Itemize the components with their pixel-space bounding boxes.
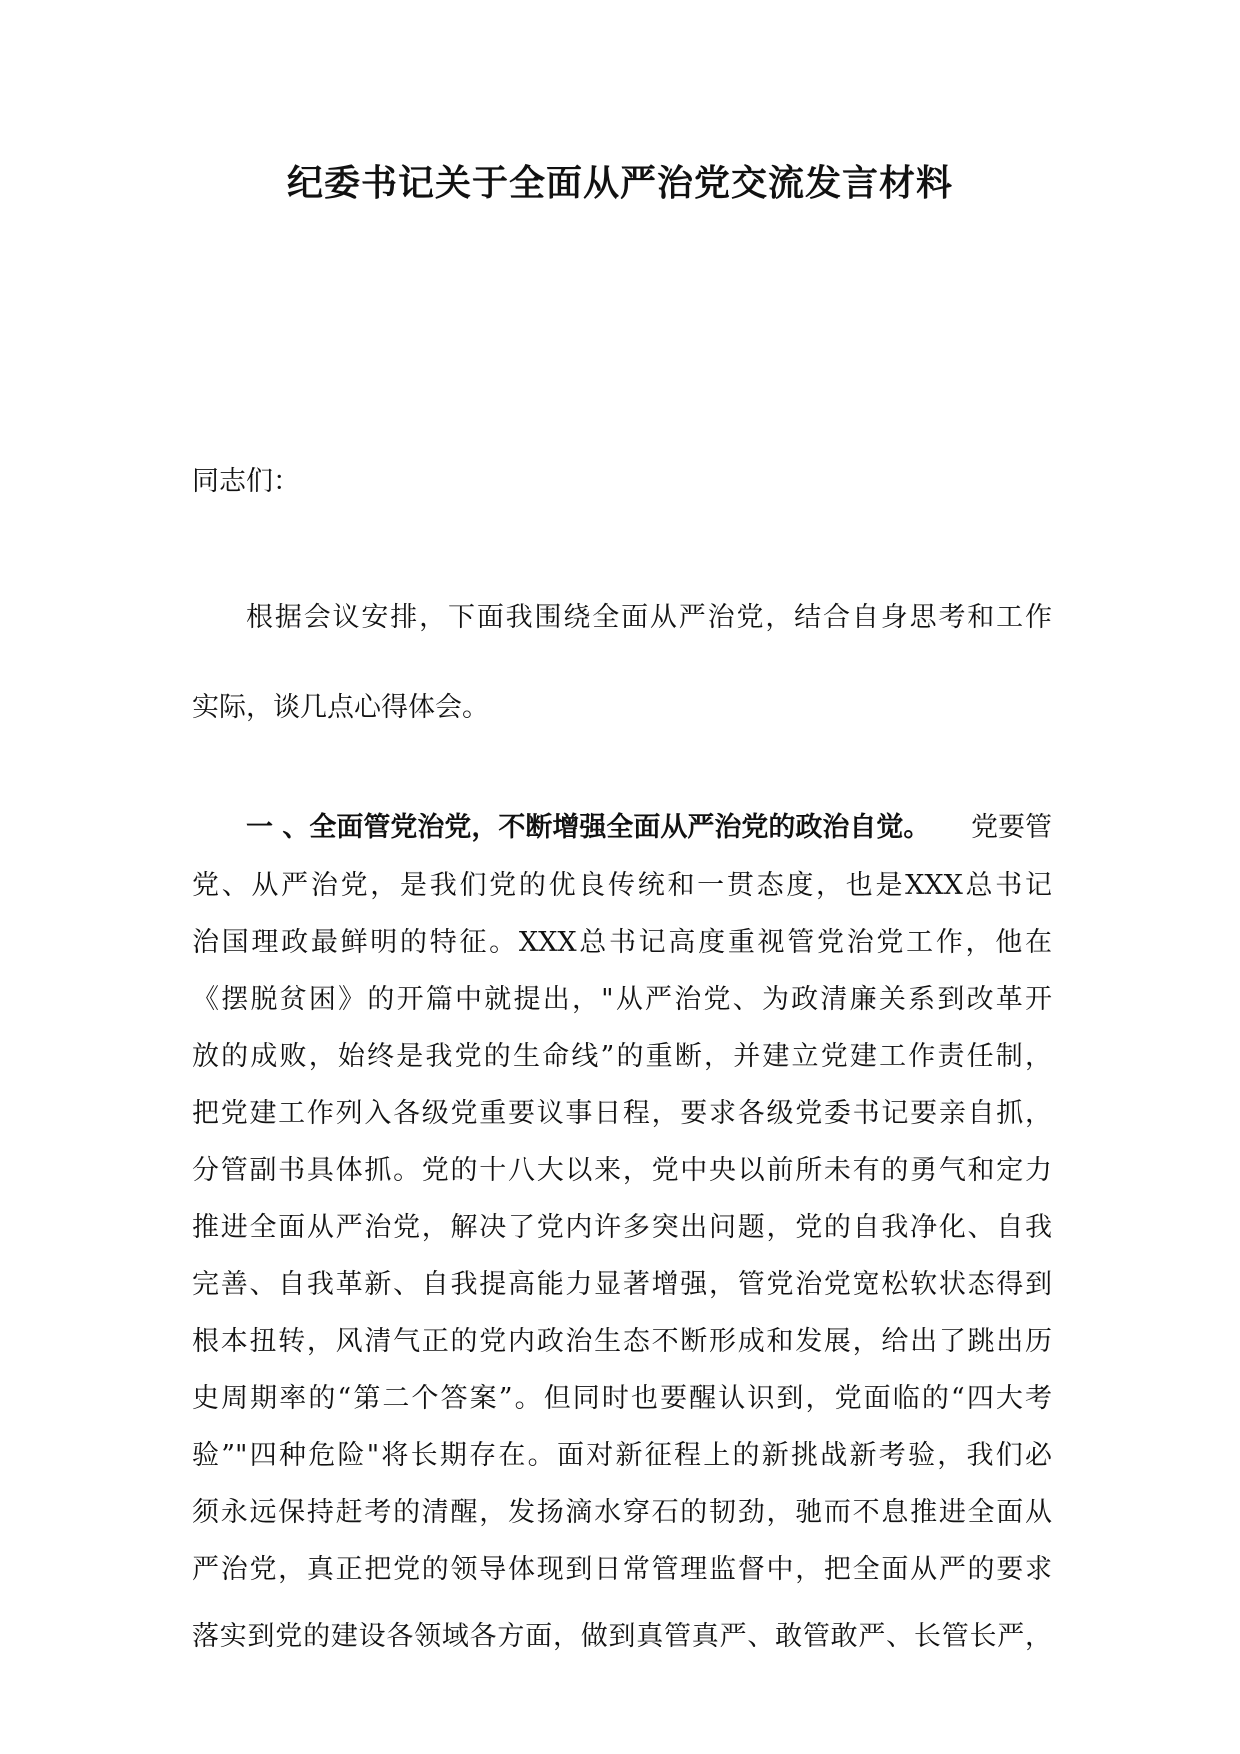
section-1-line: 史周期率的“第二个答案”。但同时也要醒认识到，党面临的“四大考 <box>192 1383 1052 1414</box>
section-1-line: 严治党，真正把党的领导体现到日常管理监督中，把全面从严的要求 <box>192 1554 1052 1585</box>
section-1-line: 放的成败，始终是我党的生命线”的重断，并建立党建工作责任制， <box>192 1041 1052 1072</box>
section-1-heading: 一 、全面管党治党，不断增强全面从严治党的政治自觉。 <box>246 812 931 843</box>
section-1-line: 分管副书具体抓。党的十八大以来，党中央以前所未有的勇气和定力 <box>192 1155 1052 1186</box>
section-1-line: 根本扭转，风清气正的党内政治生态不断形成和发展，给出了跳出历 <box>192 1326 1052 1357</box>
salutation: 同志们： <box>192 466 300 497</box>
intro-line-2: 实际，谈几点心得体会。 <box>192 692 489 723</box>
intro-line-1: 根据会议安排，下面我围绕全面从严治党，结合自身思考和工作 <box>246 602 1052 633</box>
section-1-line: 完善、自我革新、自我提高能力显著增强，管党治党宽松软状态得到 <box>192 1269 1052 1300</box>
section-1-line: 须永远保持赶考的清醒，发扬滴水穿石的韧劲，驰而不息推进全面从 <box>192 1497 1052 1528</box>
section-1-line: 验”"四种危险"将长期存在。面对新征程上的新挑战新考验，我们必 <box>192 1440 1052 1471</box>
section-1-line: 落实到党的建设各领域各方面，做到真管真严、敢管敢严、长管长严， <box>192 1621 1052 1652</box>
section-1-line-0: 党要管 <box>971 812 1052 843</box>
section-1-line: 党、从严治党，是我们党的优良传统和一贯态度，也是XXX总书记 <box>192 870 1052 901</box>
section-1-line: 治国理政最鲜明的特征。XXX总书记高度重视管党治党工作，他在 <box>192 927 1052 958</box>
section-1-line: 推进全面从严治党，解决了党内许多突出问题，党的自我净化、自我 <box>192 1212 1052 1243</box>
section-1-line: 把党建工作列入各级党重要议事日程，要求各级党委书记要亲自抓， <box>192 1098 1052 1129</box>
document-title: 纪委书记关于全面从严治党交流发言材料 <box>286 163 953 204</box>
section-1-line: 《摆脱贫困》的开篇中就提出，"从严治党、为政清廉关系到改革开 <box>192 984 1052 1015</box>
section-1-first-line <box>246 808 1052 848</box>
